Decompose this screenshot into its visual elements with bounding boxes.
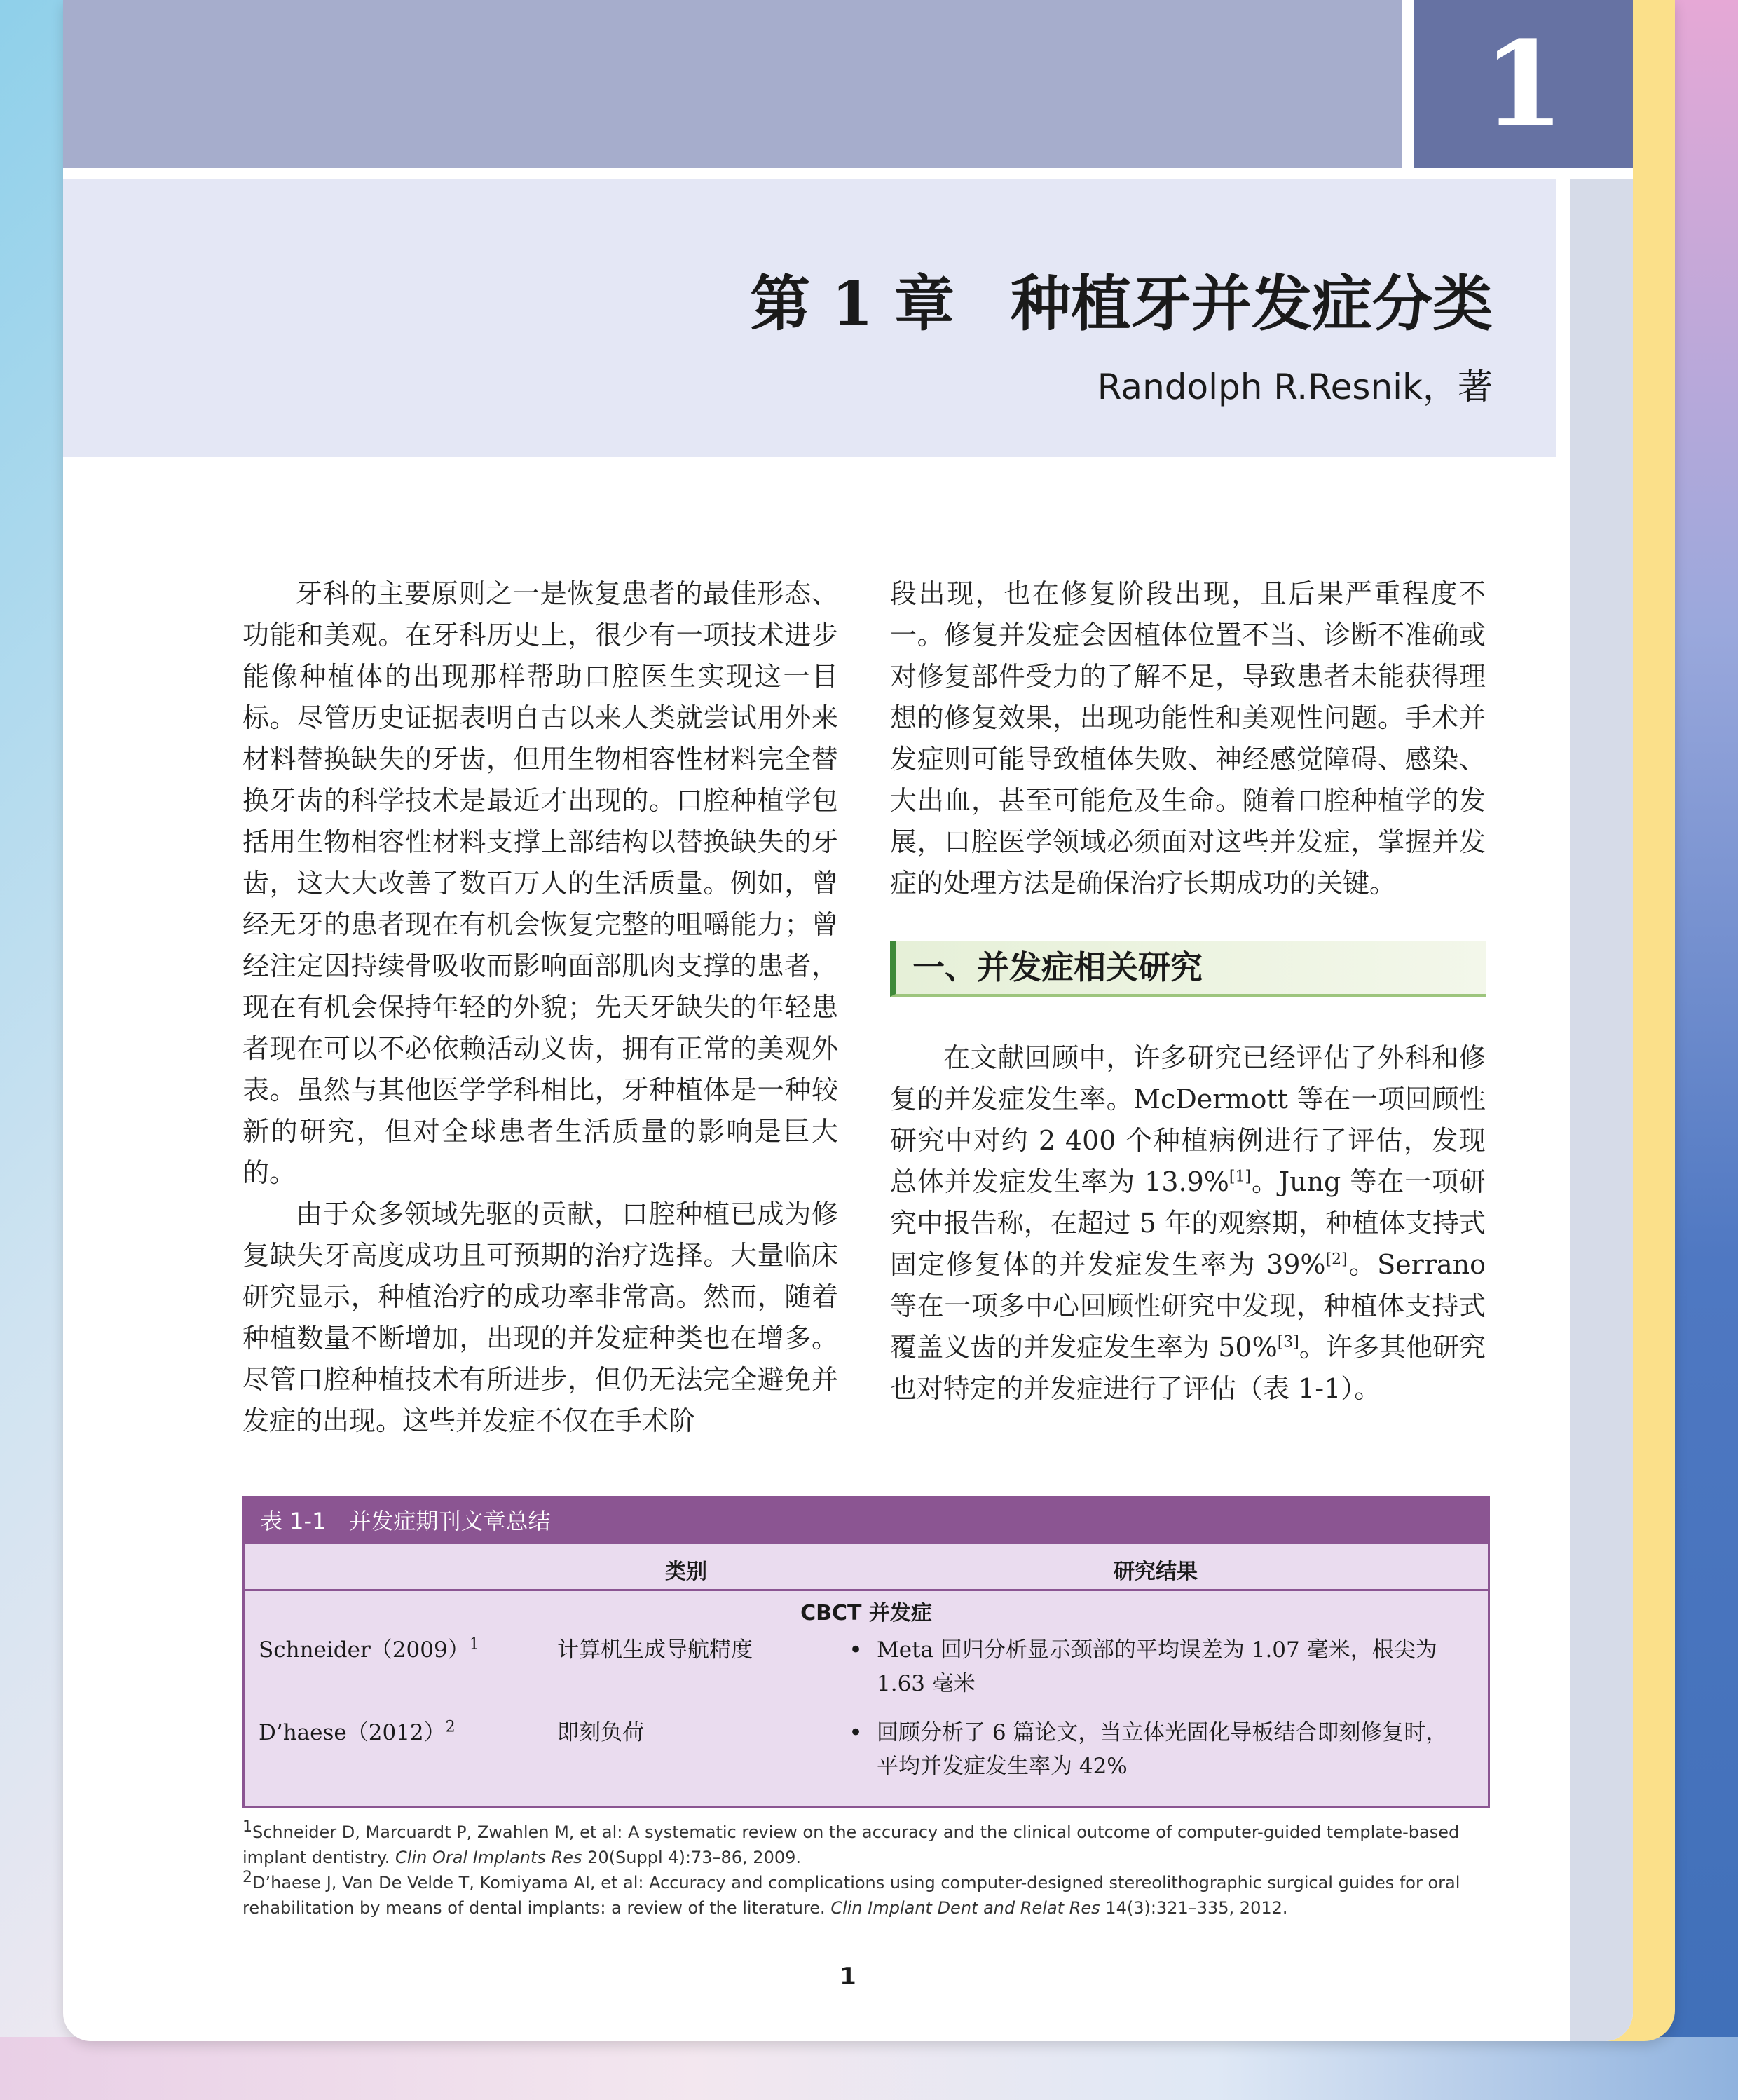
table-col-category: 类别 (665, 1560, 707, 1584)
page-side-strip (1570, 179, 1633, 2041)
citation-1: [1] (1229, 1168, 1252, 1186)
table-cell-study: $D’haese(2012)^2$ (259, 1718, 456, 1745)
table-footnotes (242, 1820, 1490, 1921)
book (63, 0, 1675, 2041)
second-paragraph: 由于众多领域先驱的贡献，口腔种植已成为修复缺失牙高度成功且可预期的治疗选择。大量临床研究显示，种植治疗的成功率非常高。然而，随着种植数量不断增加，出现的并发症种类也在增多。尽管口腔种植技术有所进步，但仍无法完全避免并发症的出现。这些并发症不仅在手术阶 (242, 1199, 838, 1436)
background-bottom-gradient (0, 2037, 1738, 2100)
chapter-name: 种植牙并发症分类 (1011, 268, 1493, 339)
table-col-results: 研究结果 (1114, 1560, 1198, 1584)
citation-3: [3] (1277, 1333, 1299, 1351)
section-paragraph: 在文献回顾中，许多研究已经评估了外科和修复的并发症发生率。McDermott 等在一项回顾性研究中对约 2 400 个种植病例进行了评估，发现总体并发症发生率为 13.9%[1]。Jung 等在一项研究中报告称，在超过 5 年的观察期，种植体支持式固定修复体的并发症发生率为 39%[2]。Serrano 等在一项多中心回顾性研究中发现，种植体支持式覆盖义齿的并发症发生率为 50%[3]。许多其他研究也对特定的并发症进行了评估（表 1-1）。 (890, 1042, 1486, 1404)
table-header (245, 1544, 1488, 1591)
continued-paragraph: 段出现，也在修复阶段出现，且后果严重程度不一。修复并发症会因植体位置不当、诊断不准确或对修复部件受力的了解不足，导致患者未能获得理想的修复效果，出现功能性和美观性问题。手术并发症则可能导致植体失败、神经感觉障碍、感染、大出血，甚至可能危及生命。随着口腔种植学的发展，口腔医学领域必须面对这些并发症，掌握并发症的处理方法是确保治疗长期成功的关键。 (890, 578, 1486, 899)
complications-table (242, 1496, 1490, 1808)
table-title: 表 1-1 并发症期刊文章总结 (245, 1498, 1488, 1544)
author-line: Randolph R.Resnik，著 (1097, 367, 1493, 407)
header-band (63, 0, 1402, 168)
right-column (890, 573, 1486, 1410)
chapter-title (750, 255, 1493, 342)
footnote: $^2$D’haese J, Van De Velde T, Komiyama AI, et al: Accuracy and complications using computer-designed stereolithographic surgical guides for oral rehabilitation by means of dental implants: a review of the literature. Clin Implant Dent and Relat Res 14(3):321–335, 2012. (242, 1869, 1460, 1918)
table-cell-category: 即刻负荷 (557, 1720, 644, 1745)
footnote: $^1$Schneider D, Marcuardt P, Zwahlen M, et al: A systematic review on the accuracy and the clinical outcome of computer-guided template-based implant dentistry. Clin Oral Implants Res 20(Suppl 4):73–86, 2009. (242, 1818, 1460, 1867)
section-heading: 一、并发症相关研究 (890, 941, 1486, 997)
chapter-number: 1 (1482, 15, 1565, 154)
table-cell-result: • 回顾分析了 6 篇论文，当立体光固化导板结合即刻修复时，平均并发症发生率为 42% (849, 1716, 1451, 1783)
header-separator (1402, 0, 1414, 168)
left-column (242, 573, 838, 1442)
table-row (245, 1633, 1488, 1716)
chapter-label: 第 1 章 (750, 268, 954, 339)
table-row (245, 1716, 1488, 1799)
table-cell-result: • Meta 回归分析显示颈部的平均误差为 1.07 毫米，根尖为 1.63 毫米 (849, 1633, 1451, 1700)
table-cell-category: 计算机生成导航精度 (557, 1637, 753, 1663)
citation-2: [2] (1325, 1250, 1348, 1269)
chapter-number-box (1414, 0, 1633, 168)
page-number: 1 (840, 1963, 856, 1991)
table-cell-study: $Schneider(2009)^1$ (259, 1635, 479, 1663)
table-group-label: CBCT 并发症 (800, 1601, 932, 1625)
book-page (63, 0, 1633, 2041)
intro-paragraph: 牙科的主要原则之一是恢复患者的最佳形态、功能和美观。在牙科历史上，很少有一项技术进步能像种植体的出现那样帮助口腔医生实现这一目标。尽管历史证据表明自古以来人类就尝试用外来材料替换缺失的牙齿，但用生物相容性材料完全替换牙齿的科学技术是最近才出现的。口腔种植学包括用生物相容性材料支撑上部结构以替换缺失的牙齿，这大大改善了数百万人的生活质量。例如，曾经无牙的患者现在有机会恢复完整的咀嚼能力；曾经注定因持续骨吸收而影响面部肌肉支撑的患者，现在有机会保持年轻的外貌；先天牙缺失的年轻患者现在可以不必依赖活动义齿，拥有正常的美观外表。虽然与其他医学学科相比，牙种植体是一种较新的研究，但对全球患者生活质量的影响是巨大的。 (242, 578, 838, 1188)
